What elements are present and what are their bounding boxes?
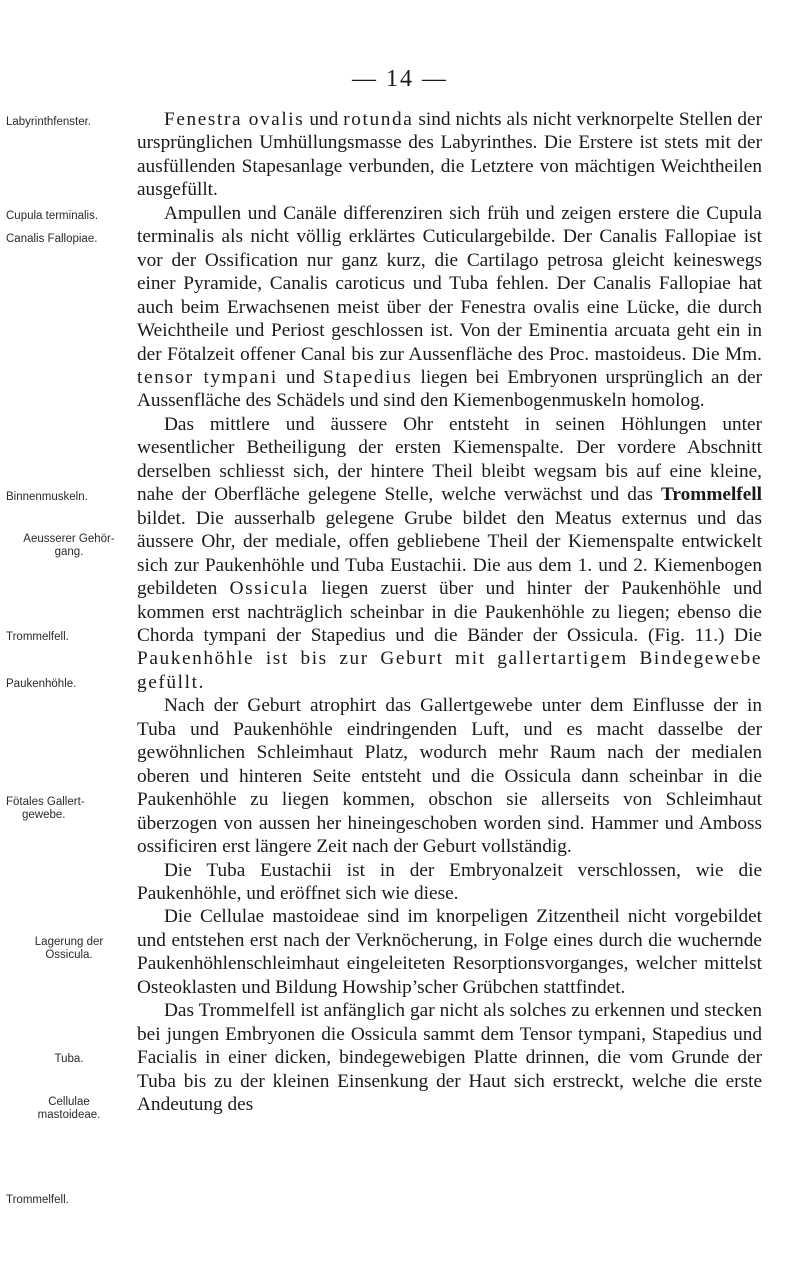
marginal-note-labyrinthfenster: Labyrinthfenster.: [6, 116, 92, 128]
marginal-note-line: Ossicula.: [45, 949, 93, 961]
marginal-note-trommelfell-2: Trommelfell.: [6, 1194, 69, 1206]
spaced-term: rotunda: [343, 109, 414, 130]
text-run: liegen bei Embryonen ursprünglich an der Aussenfläche des Schädels und sind den Kiemenbogenmuskeln homolog.: [137, 366, 762, 412]
page-number: — 14 —: [352, 66, 448, 92]
marginal-note-binnenmuskeln: Binnenmuskeln.: [6, 491, 88, 503]
text-run: liegen zuerst über und hinter der Paukenhöhle und kommen erst nachträglich scheinbar in die Paukenhöhle zu liegen; ebenso die Chorda tympani der Stapedius und die Bänder der Ossicula. (Fig. 11.) Die: [137, 578, 762, 646]
marginal-note-cellulae-mastoideae: [0, 1096, 138, 1122]
body-text: [137, 108, 762, 1116]
text-run: Die Tuba Eustachii ist in der Embryonalzeit verschlossen, wie die Paukenhöhle, und eröffnet sich wie diese.: [137, 859, 762, 904]
paragraph-7: [137, 999, 762, 1116]
text-run: Die Cellulae mastoideae sind im knorpeligen Zitzentheil nicht vorgebildet und entstehen erst nach der Verknöcherung, in Folge eines durch die wuchernde Paukenhöhlenschleimhaut eingeleiteten Resorptionsvorganges, welcher mittelst Osteoklasten und Bildung Howship’scher Grübchen stattfindet.: [137, 906, 762, 998]
marginal-note-trommelfell: Trommelfell.: [6, 631, 69, 643]
marginal-note-aeusserer-gehoergang: [0, 533, 138, 559]
marginal-note-canalis-fallopiae: Canalis Fallopiae.: [6, 233, 98, 245]
text-run: Das mittlere und äussere Ohr entsteht in seinen Höhlungen unter wesentlicher Betheiligung der ersten Kiemenspalte. Der vordere Abschnitt derselben schliesst sich, der hintere Theil bleibt wegsam bis auf eine kleine, nahe der Oberfläche gelegene Stelle, welche verwächst und das: [137, 413, 762, 506]
marginal-note-tuba: Tuba.: [54, 1053, 84, 1065]
marginal-note-line: Fötales Gallert-: [6, 796, 85, 808]
paragraph-2: [137, 202, 762, 413]
marginal-note-line: Aeusserer Gehör-: [23, 533, 115, 545]
text-run: Ampullen und Canäle differenziren sich früh und zeigen erstere die Cupula terminalis als nicht völlig erklärtes Cuticulargebilde. Der Canalis Fallopiae ist vor der Ossification nur ganz kurz, die Cartilago petrosa gleicht keineswegs einer Pyramide, Canalis caroticus und Tuba fehlen. Der Canalis Fallopiae hat auch beim Erwachsenen meist über der Fenestra ovalis eine Lücke, die durch Weichtheile und Periost geschlossen ist. Von der Eminentia arcuata geht ein in der Fötalzeit offener Canal bis zur Aussenfläche des Proc. mastoideus. Die Mm.: [137, 202, 762, 365]
paragraph-5: [137, 859, 762, 906]
paragraph-1: [137, 108, 762, 202]
text-run: Nach der Geburt atrophirt das Gallertgewebe unter dem Einflusse der in Tuba und Paukenhöhle eindringenden Luft, und es macht dasselbe der gewöhnlichen Schleimhaut Platz, wodurch mehr Raum nach der medialen oberen und hinteren Seite entsteht und die Ossicula dann scheinbar in die Paukenhöhle zu liegen kommen, obschon sie allerseits von Schleimhaut überzogen von aussen her hineingeschoben worden sind. Hammer und Amboss ossificiren erst längere Zeit nach der Geburt vollständig.: [137, 695, 762, 858]
paragraph-4: [137, 694, 762, 858]
marginal-note-lagerung-ossicula: [0, 936, 138, 962]
marginal-note-line: Cellulae: [48, 1096, 90, 1108]
marginal-note-foetales-gallertgewebe: [6, 796, 134, 822]
text-run: sind nichts als nicht verknorpelte Stellen der ursprünglichen Umhüllungsmasse des Labyrinthes. Die Erstere ist stets mit der ausfüllenden Stapesanlage verbunden, die Letztere von mächtigen Weichtheilen ausgefüllt.: [137, 109, 763, 201]
marginal-note-line: Lagerung der: [34, 936, 104, 948]
spaced-term: Stapedius: [323, 366, 413, 388]
marginal-note-paukenhoehle: Paukenhöhle.: [6, 678, 77, 690]
marginal-notes: [0, 0, 135, 1261]
text-run: und: [277, 366, 323, 388]
spaced-term: tensor tympani: [137, 366, 278, 388]
marginal-note-line: gang.: [54, 546, 84, 558]
spaced-term: Paukenhöhle ist bis zur Geburt mit gallertartigem Bindegewebe gefüllt.: [137, 648, 762, 693]
marginal-note-cupula: Cupula terminalis.: [6, 210, 99, 222]
text-run: und: [304, 109, 344, 130]
spaced-term: Fenestra ovalis: [164, 109, 305, 130]
marginal-note-line: gewebe.: [22, 809, 66, 821]
paragraph-3: [137, 413, 762, 694]
marginal-note-line: mastoideae.: [37, 1109, 101, 1121]
paragraph-6: [137, 905, 762, 999]
text-run: Das Trommelfell ist anfänglich gar nicht als solches zu erkennen und stecken bei jungen Embryonen die Ossicula sammt dem Tensor tympani, Stapedius und Facialis in einer dicken, bindegewebigen Platte drinnen, die vom Grunde der Tuba bis zu der kleinen Einsenkung der Haut sich erstreckt, welche die erste Andeutung des: [137, 1000, 762, 1116]
text-run: bildet. Die ausserhalb gelegene Grube bildet den Meatus externus und das äussere Ohr, der mediale, offen gebliebene Theil der Kiemenspalte entwickelt sich zur Paukenhöhle und Tuba Eustachii. Die aus dem 1. und 2. Kiemenbogen gebildeten: [137, 507, 762, 600]
spaced-term: Ossicula: [229, 578, 309, 600]
bold-term: Trommelfell: [660, 484, 762, 506]
